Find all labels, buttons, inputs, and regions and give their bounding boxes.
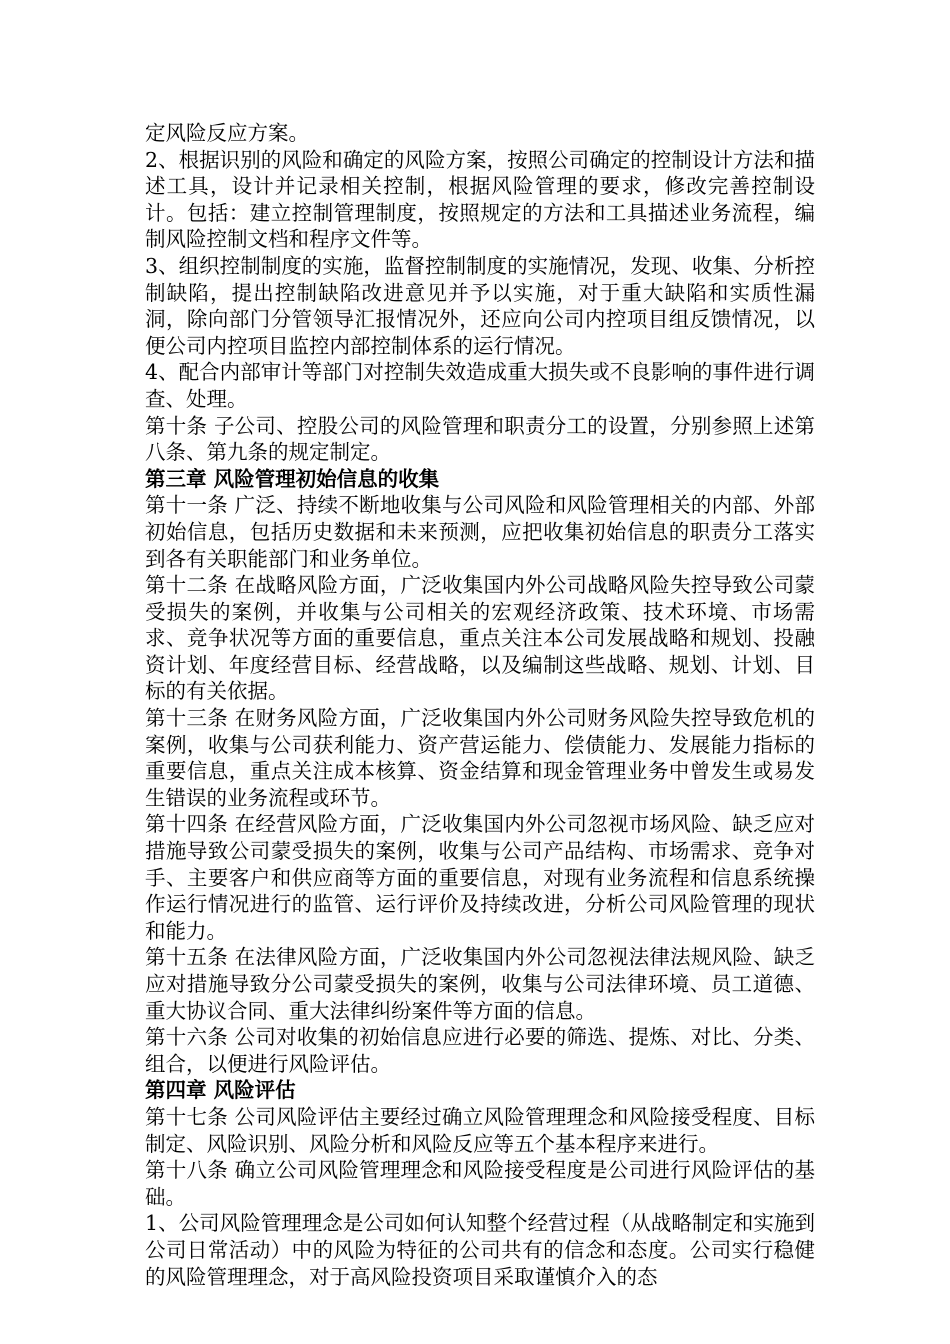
article-16: 第十六条 公司对收集的初始信息应进行必要的筛选、提炼、对比、分类、组合，以便进行风险评估。 [145,1025,815,1076]
chapter-4-heading: 第四章 风险评估 [145,1078,296,1103]
paragraph-item-3: 3、组织控制制度的实施，监督控制制度的实施情况，发现、收集、分析控制缺陷，提出控制缺陷改进意见并予以实施，对于重大缺陷和实质性漏洞，除向部门分管领导汇报情况外，还应向公司内控项目组反馈情况，以便公司内控项目监控内部控制体系的运行情况。 [145,253,815,358]
document-body [145,120,815,1290]
article-18: 第十八条 确立公司风险管理理念和风险接受程度是公司进行风险评估的基础。 [145,1158,815,1209]
article-17: 第十七条 公司风险评估主要经过确立风险管理理念和风险接受程度、目标制定、风险识别、风险分析和风险反应等五个基本程序来进行。 [145,1104,815,1156]
article-13: 第十三条 在财务风险方面，广泛收集国内外公司财务风险失控导致危机的案例，收集与公司获利能力、资产营运能力、偿债能力、发展能力指标的重要信息，重点关注成本核算、资金结算和现金管理业务中曾发生或易发生错误的业务流程或环节。 [145,706,815,810]
article-15: 第十五条 在法律风险方面，广泛收集国内外公司忽视法律法规风险、缺乏应对措施导致分公司蒙受损失的案例，收集与公司法律环境、员工道德、重大协议合同、重大法律纠纷案件等方面的信息。 [145,945,815,1023]
paragraph-risk-philosophy: 1、公司风险管理理念是公司如何认知整个经营过程（从战略制定和实施到公司日常活动）中的风险为特征的公司共有的信念和态度。公司实行稳健的风险管理理念，对于高风险投资项目采取谨慎介入的态 [145,1211,815,1289]
article-11: 第十一条 广泛、持续不断地收集与公司风险和风险管理相关的内部、外部初始信息，包括历史数据和未来预测，应把收集初始信息的职责分工落实到各有关职能部门和业务单位。 [145,493,815,571]
paragraph-item-4: 4、配合内部审计等部门对控制失效造成重大损失或不良影响的事件进行调查、处理。 [145,360,815,411]
article-10: 第十条 子公司、控股公司的风险管理和职责分工的设置，分别参照上述第八条、第九条的规定制定。 [145,413,815,465]
article-14: 第十四条 在经营风险方面，广泛收集国内外公司忽视市场风险、缺乏应对措施导致公司蒙受损失的案例，收集与公司产品结构、市场需求、竞争对手、主要客户和供应商等方面的重要信息，对现有业务流程和信息系统操作运行情况进行的监管、运行评价及持续改进，分析公司风险管理的现状和能力。 [145,812,815,943]
paragraph-item-2: 2、根据识别的风险和确定的风险方案，按照公司确定的控制设计方法和描述工具，设计并记录相关控制，根据风险管理的要求，修改完善控制设计。包括：建立控制管理制度，按照规定的方法和工具描述业务流程，编制风险控制文档和程序文件等。 [145,147,815,252]
article-12: 第十二条 在战略风险方面，广泛收集国内外公司战略风险失控导致公司蒙受损失的案例，并收集与公司相关的宏观经济政策、技术环境、市场需求、竞争状况等方面的重要信息，重点关注本公司发展战略和规划、投融资计划、年度经营目标、经营战略，以及编制这些战略、规划、计划、目标的有关依据。 [145,573,815,704]
paragraph-plan-end: 定风险反应方案。 [145,121,309,145]
chapter-3-heading: 第三章 风险管理初始信息的收集 [145,466,440,491]
